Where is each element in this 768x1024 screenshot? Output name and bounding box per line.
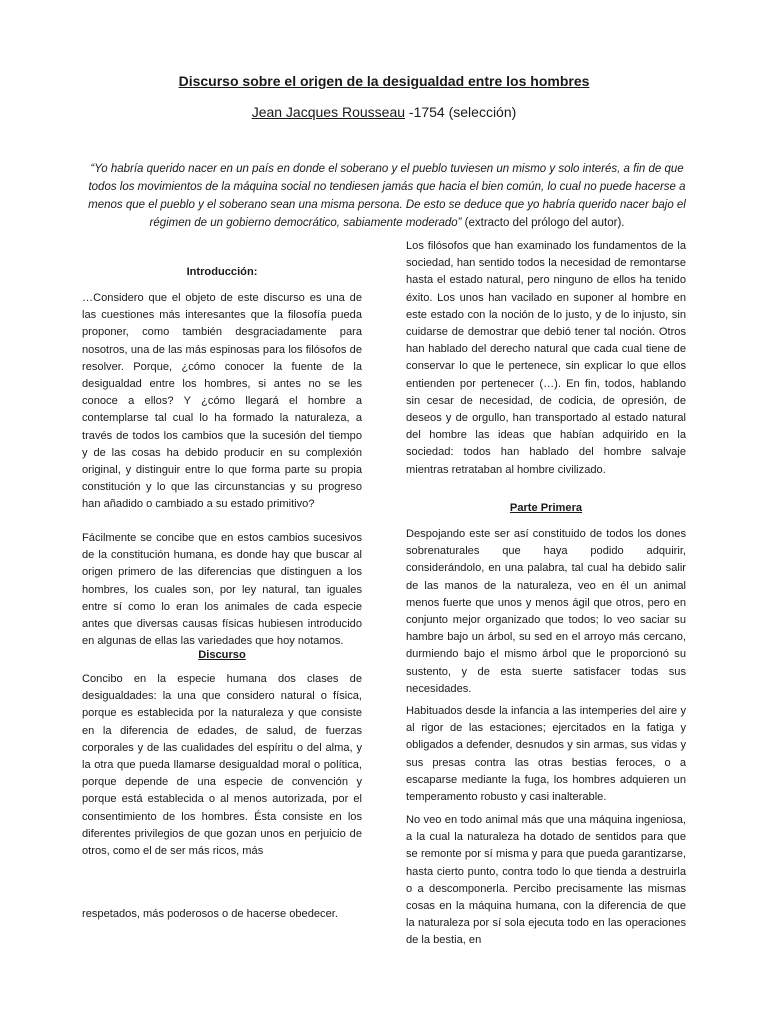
intro-heading: Introducción: <box>186 266 258 278</box>
discurso-heading: Discurso <box>198 649 246 661</box>
year-note: -1754 (selección) <box>408 104 517 120</box>
right-paragraph-1: Los filósofos que han examinado los fundamentos de la sociedad, han sentido todos la necesidad de remontarse hasta el estado natural, pero ninguno de ellos ha tenido éxito. Los unos han vacilado en suponer al hombre en este estado con la noción de lo justo, y de lo injusto, sin cuidarse de demostrar que debió tener tal noción. Otros han hablado del derecho natural que cada cual tiene de conservar lo que le pertenece, sin explicar lo que ellos entienden por pertenecer (…). En fin, todos, hablando sin cesar de necesidad, de codicia, de opresión, de deseos y de orgullo, han transportado al estado natural del hombre las ideas que habían adquirido en la sociedad: todos han hablado del hombre salvaje mientras retrataban al hombre civilizado. <box>406 240 686 476</box>
intro-paragraph-1: …Considero que el objeto de este discurso es una de las cuestiones más interesantes que la filosofía pueda proponer, como también desgraciadamente para nosotros, una de las más espinosas para los filósofos de resolver. Porque, ¿cómo conocer la fuente de la desigualdad entre los hombres, si antes no se les conoce a ellos? Y ¿cómo llegará el hombre a contemplarse tal cual lo ha formado la naturaleza, a través de todos los cambios que la sucesión del tiempo y de las cosas ha debido producir en su complexión original, y distinguir entre lo que forma parte su propia constitución y lo que las circunstancias y su progreso han añadido o cambiado a su estado primitivo? <box>82 292 362 511</box>
intro-paragraph-2: Fácilmente se concibe que en estos cambios sucesivos de la constitución humana, es donde hay que buscar al origen primero de las diferencias que distinguen a los hombres, los cuales son, por ley natural, tan iguales entre sí como lo eran los animales de cada especie antes que diversas causas físicas hubiesen introducido en algunas de ellas las variedades que hoy notamos. <box>82 532 362 648</box>
epigraph-quote: “Yo habría querido nacer en un país en donde el soberano y el pueblo tuviesen un mismo y solo interés, a fin de que todos los movimientos de la máquina social no tendiesen jamás que hacia el bien común, lo cual no puede hacerse a menos que el pueblo y el soberano sean una misma persona. De esto se deduce que yo habría querido nacer bajo el régimen de un gobierno democrático, sabiamente moderado” <box>88 163 686 229</box>
discurso-paragraph-1-continued: respetados, más poderosos o de hacerse obedecer. <box>82 908 338 920</box>
discurso-paragraph-1: Concibo en la especie humana dos clases de desigualdades: la una que considero natural o física, porque es establecida por la naturaleza y que consiste en la diferencia de edades, de salud, de fuerzas corporales y de las cualidades del espíritu o del alma, y la otra que pueda llamarse desigualdad moral o política, porque depende de una especie de convención y porque está establecida o al menos autorizada, por el consentimiento de los hombres. Ésta consiste en los diferentes privilegios de que gozan unos en perjuicio de otros, como el de ser más ricos, más <box>82 673 362 858</box>
author-name: Jean Jacques Rousseau <box>251 104 406 120</box>
author-line <box>0 104 768 120</box>
parte-primera-heading: Parte Primera <box>509 502 583 514</box>
right-paragraph-4: No veo en todo animal más que una máquina ingeniosa, a la cual la naturaleza ha dotado de sentidos para que se remonte por sí misma y para que pueda garantizarse, hasta cierto punto, contra todo lo que tienda a destruirla o a descomponerla. Percibo precisamente las mismas cosas en la máquina humana, con la diferencia de que la naturaleza por sí sola ejecuta todo en las operaciones de la bestia, en <box>406 814 686 947</box>
epigraph-source: (extracto del prólogo del autor). <box>461 217 625 229</box>
document-title: Discurso sobre el origen de la desigualdad entre los hombres <box>178 73 590 89</box>
epigraph <box>88 160 686 232</box>
right-paragraph-2: Despojando este ser así constituido de todos los dones sobrenaturales que haya podido adquirir, considerándolo, en una palabra, tal cual ha debido salir de las manos de la naturaleza, veo en él un animal menos fuerte que unos y menos ágil que otros, pero en conjunto mejor organizado que todos; lo veo saciar su hambre bajo un árbol, su sed en el arroyo más cercano, durmiendo bajo el mismo árbol que le proporcionó su sustento, y de esta suerte satisfacer todas sus necesidades. <box>406 528 686 695</box>
right-paragraph-3: Habituados desde la infancia a las intemperies del aire y al rigor de las estaciones; ejercitados en la fatiga y obligados a defender, desnudos y sin armas, sus vidas y sus presas contra las otras bestias feroces, o a escaparse mediante la fuga, los hombres adquieren un temperamento robusto y casi inalterable. <box>406 705 686 804</box>
